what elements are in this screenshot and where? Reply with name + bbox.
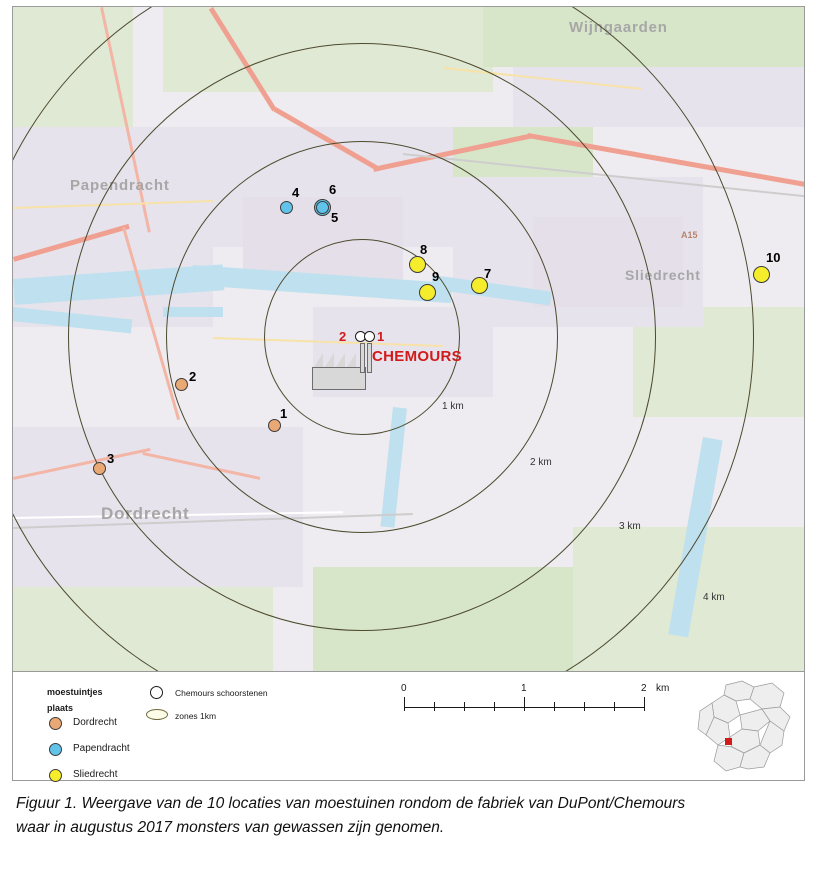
- sample-point-8[interactable]: [409, 256, 426, 273]
- legend-title-plaats: plaats: [47, 703, 74, 713]
- legend-swatch-sliedrecht: [49, 769, 62, 782]
- zone-label-2km: 2 km: [530, 457, 552, 468]
- sample-point-4[interactable]: [280, 201, 293, 214]
- sample-point-label-2: 2: [189, 369, 197, 384]
- legend-swatch-papendracht: [49, 743, 62, 756]
- chimney-label-2: 2: [339, 329, 347, 344]
- zone-label-1km: 1 km: [442, 401, 464, 412]
- scalebar-tick-2: 2: [641, 683, 647, 694]
- inset-map-netherlands: [696, 677, 792, 777]
- sample-point-label-10: 10: [766, 250, 781, 265]
- scalebar-tick-0: 0: [401, 683, 407, 694]
- sample-point-label-9: 9: [432, 269, 440, 284]
- zone-label-3km: 3 km: [619, 521, 641, 532]
- map-canvas[interactable]: [13, 7, 804, 672]
- legend-symbol-chimney-icon: [150, 686, 163, 699]
- place-label-sliedrecht: Sliedrecht: [625, 267, 701, 283]
- legend-swatch-dordrecht: [49, 717, 62, 730]
- scalebar-tick-1: 1: [521, 683, 527, 694]
- chimney-stack-1: [364, 331, 375, 342]
- sample-point-3[interactable]: [93, 462, 106, 475]
- inset-location-marker: [725, 738, 732, 745]
- place-label-dordrecht: Dordrecht: [101, 504, 190, 523]
- legend-label-dordrecht: Dordrecht: [73, 717, 117, 728]
- scalebar-unit: km: [656, 683, 670, 694]
- netherlands-outline-icon: [696, 677, 792, 777]
- sample-point-label-4: 4: [292, 185, 300, 200]
- zone-label-4km: 4 km: [703, 592, 725, 603]
- sample-point-label-3: 3: [107, 451, 115, 466]
- sample-point-label-5: 5: [331, 210, 339, 225]
- figure-caption: Figuur 1. Weergave van de 10 locaties van moestuinen rondom de fabriek van DuPont/Chemours waar in augustus 2017 monsters van gewassen zijn genomen.: [16, 795, 686, 837]
- factory-icon: [312, 343, 378, 390]
- sample-point-2[interactable]: [175, 378, 188, 391]
- place-label-papendracht: Papendracht: [70, 177, 170, 194]
- figure-container: [12, 6, 805, 781]
- legend-label-chimneys: Chemours schoorstenen: [175, 688, 268, 698]
- sample-point-9[interactable]: [419, 284, 436, 301]
- motorway-label-a15: A15: [681, 230, 698, 240]
- sample-point-label-6: 6: [329, 182, 337, 197]
- place-label-wijngaarden: Wijngaarden: [569, 19, 668, 36]
- sample-point-label-8: 8: [420, 242, 428, 257]
- legend-title-moestuintjes: moestuintjes: [47, 687, 103, 697]
- sample-point-6[interactable]: [316, 201, 329, 214]
- factory-name-label: CHEMOURS: [372, 348, 462, 365]
- map-legend: [13, 672, 804, 780]
- legend-label-zones: zones 1km: [175, 711, 217, 721]
- legend-label-sliedrecht: Sliedrecht: [73, 769, 118, 780]
- chimney-label-1: 1: [377, 329, 385, 344]
- legend-symbol-zone-icon: [146, 709, 168, 720]
- legend-label-papendracht: Papendracht: [73, 743, 130, 754]
- sample-point-10[interactable]: [753, 266, 770, 283]
- sample-point-label-1: 1: [280, 406, 288, 421]
- sample-point-label-7: 7: [484, 266, 492, 281]
